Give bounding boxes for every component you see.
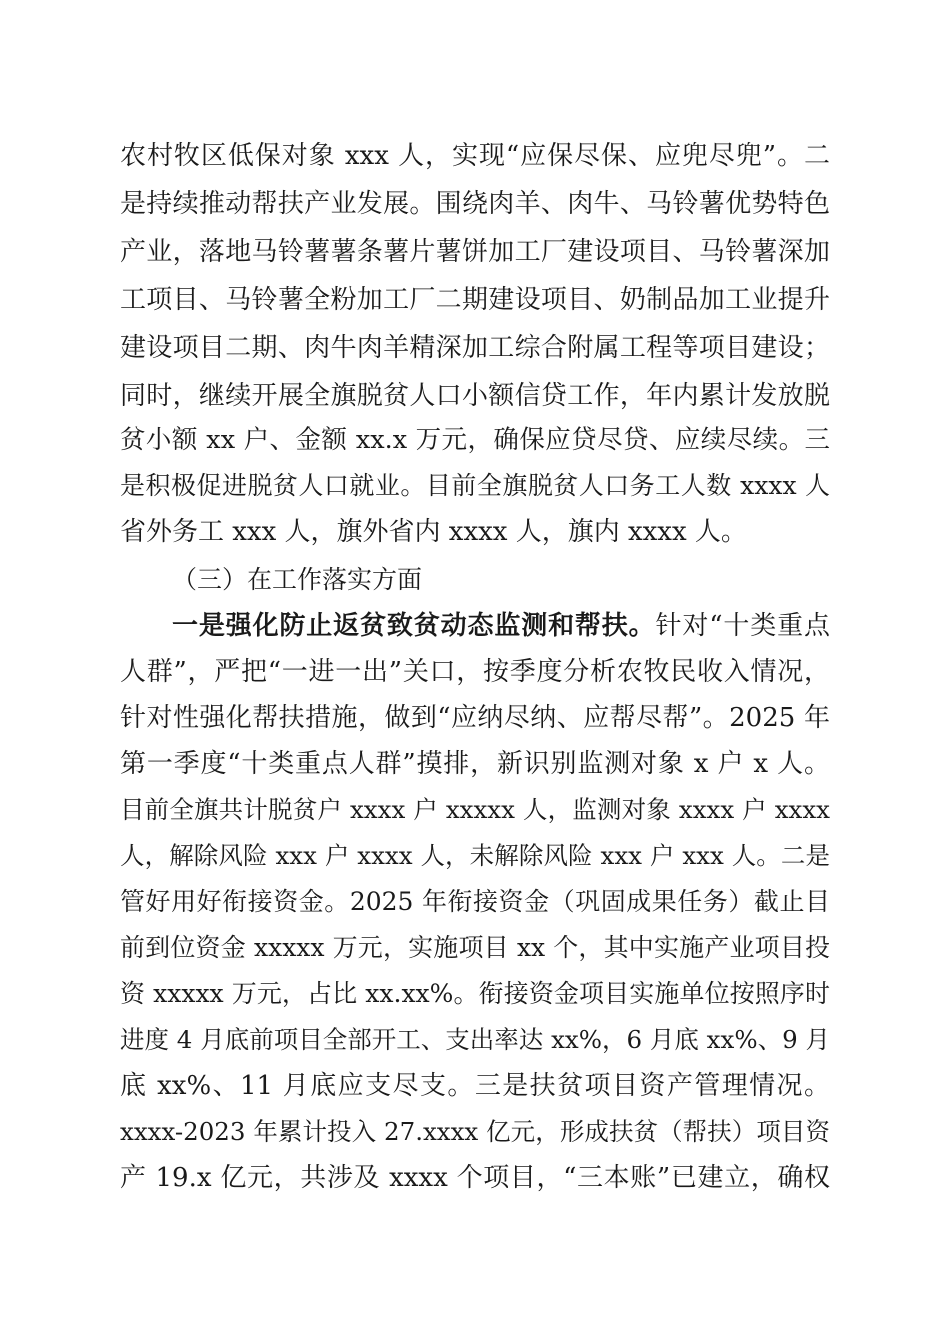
paragraph-1-line-5: 建设项目二期、肉牛肉羊精深加工综合附属工程等项目建设； — [120, 333, 830, 363]
paragraph-2-first-rest: 针对“十类重点 — [655, 611, 830, 641]
paragraph-2-line-13: 产 19.x 亿元，共涉及 xxxx 个项目，“三本账”已建立，确权 — [120, 1163, 830, 1193]
paragraph-1-line-6: 同时，继续开展全旗脱贫人口小额信贷工作，年内累计发放脱 — [120, 381, 830, 411]
paragraph-2-line-6: 人，解除风险 xxx 户 xxxx 人，未解除风险 xxx 户 xxx 人。二是 — [120, 841, 830, 870]
paragraph-1-line-1: 农村牧区低保对象 xxx 人，实现“应保尽保、应兜尽兜”。二 — [120, 141, 830, 171]
paragraph-2-line-3: 针对性强化帮扶措施，做到“应纳尽纳、应帮尽帮”。2025 年 — [120, 703, 830, 733]
paragraph-1-line-8: 是积极促进脱贫人口就业。目前全旗脱贫人口务工人数 xxxx 人 — [120, 471, 830, 500]
paragraph-1-line-7: 贫小额 xx 户、金额 xx.x 万元，确保应贷尽贷、应续尽续。三 — [120, 425, 830, 455]
paragraph-2-line-5: 目前全旗共计脱贫户 xxxx 户 xxxxx 人，监测对象 xxxx 户 xxxx — [120, 795, 830, 824]
paragraph-2-line-9: 资 xxxxx 万元，占比 xx.xx%。衔接资金项目实施单位按照序时 — [120, 979, 830, 1008]
section-heading: （三）在工作落实方面 — [172, 565, 423, 594]
paragraph-1-line-4: 工项目、马铃薯全粉加工厂二期建设项目、奶制品加工业提升 — [120, 285, 830, 315]
paragraph-1-line-9: 省外务工 xxx 人，旗外省内 xxxx 人，旗内 xxxx 人。 — [120, 517, 747, 547]
paragraph-2-lead: 一是强化防止返贫致贫动态监测和帮扶。 — [172, 611, 656, 641]
paragraph-2-line-4: 第一季度“十类重点人群”摸排，新识别监测对象 x 户 x 人。 — [120, 749, 830, 779]
paragraph-2-line-1 — [172, 606, 830, 646]
paragraph-1-line-3: 产业，落地马铃薯薯条薯片薯饼加工厂建设项目、马铃薯深加 — [120, 237, 830, 267]
paragraph-2-line-11: 底 xx%、11 月底应支尽支。三是扶贫项目资产管理情况。 — [120, 1071, 830, 1101]
paragraph-2-line-10: 进度 4 月底前项目全部开工、支出率达 xx%，6 月底 xx%、9 月 — [120, 1025, 830, 1054]
paragraph-2-line-2: 人群”，严把“一进一出”关口，按季度分析农牧民收入情况， — [120, 657, 830, 687]
paragraph-2-line-8: 前到位资金 xxxxx 万元，实施项目 xx 个，其中实施产业项目投 — [120, 933, 830, 962]
paragraph-2-line-12: xxxx-2023 年累计投入 27.xxxx 亿元，形成扶贫（帮扶）项目资 — [120, 1117, 830, 1146]
paragraph-2-line-7: 管好用好衔接资金。2025 年衔接资金（巩固成果任务）截止目 — [120, 887, 830, 916]
paragraph-1-line-2: 是持续推动帮扶产业发展。围绕肉羊、肉牛、马铃薯优势特色 — [120, 189, 830, 219]
